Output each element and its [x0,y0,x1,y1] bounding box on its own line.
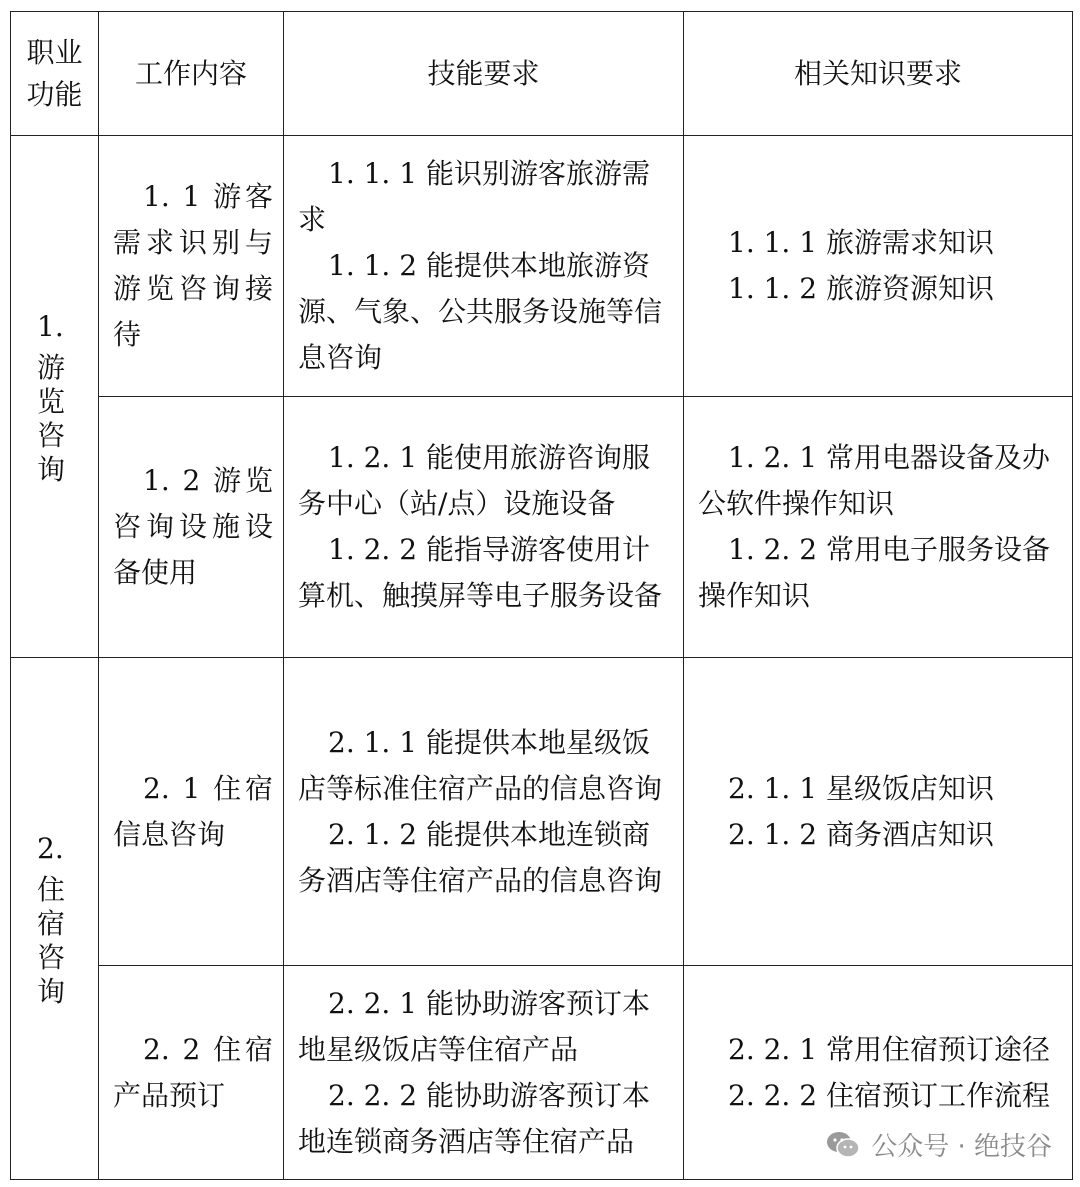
knowledge-cell: 2. 2. 1 常用住宿预订途径 2. 2. 2 住宿预订工作流程 [684,966,1073,1180]
header-skills: 技能要求 [284,12,684,136]
function-cell-1: 1. 游 览 咨 询 [11,136,99,658]
header-function: 职业 功能 [11,12,99,136]
knowledge-cell: 1. 2. 1 常用电器设备及办公软件操作知识 1. 2. 2 常用电子服务设备操作知识 [684,397,1073,658]
table-row [11,658,1073,966]
skill-cell: 2. 2. 1 能协助游客预订本地星级饭店等住宿产品 2. 2. 2 能协助游客预订本地连锁商务酒店等住宿产品 [284,966,684,1180]
watermark-text: 公众号 · 绝技谷 [871,1132,1052,1162]
knowledge-cell: 2. 1. 1 星级饭店知识 2. 1. 2 商务酒店知识 [684,658,1073,966]
work-content-cell: 2. 1 住宿信息咨询 [99,658,284,966]
work-content-cell: 1. 1 游客需求识别与游览咨询接待 [99,136,284,397]
function-cell-2: 2. 住 宿 咨 询 [11,658,99,1180]
table-row [11,397,1073,658]
header-row [11,12,1073,136]
occupational-skills-table [10,11,1073,1180]
skill-cell: 2. 1. 1 能提供本地星级饭店等标准住宿产品的信息咨询 2. 1. 2 能提供本地连锁商务酒店等住宿产品的信息咨询 [284,658,684,966]
work-content-cell: 2. 2 住宿产品预订 [99,966,284,1180]
header-content: 工作内容 [99,12,284,136]
skill-cell: 1. 2. 1 能使用旅游咨询服务中心（站/点）设施设备 1. 2. 2 能指导游客使用计算机、触摸屏等电子服务设备 [284,397,684,658]
work-content-cell: 1. 2 游览咨询设施设备使用 [99,397,284,658]
wechat-icon [825,1130,861,1160]
skill-cell: 1. 1. 1 能识别游客旅游需求 1. 1. 2 能提供本地旅游资源、气象、公共服务设施等信息咨询 [284,136,684,397]
watermark [819,1124,1058,1165]
table-row [11,136,1073,397]
knowledge-cell: 1. 1. 1 旅游需求知识 1. 1. 2 旅游资源知识 [684,136,1073,397]
header-knowledge: 相关知识要求 [684,12,1073,136]
